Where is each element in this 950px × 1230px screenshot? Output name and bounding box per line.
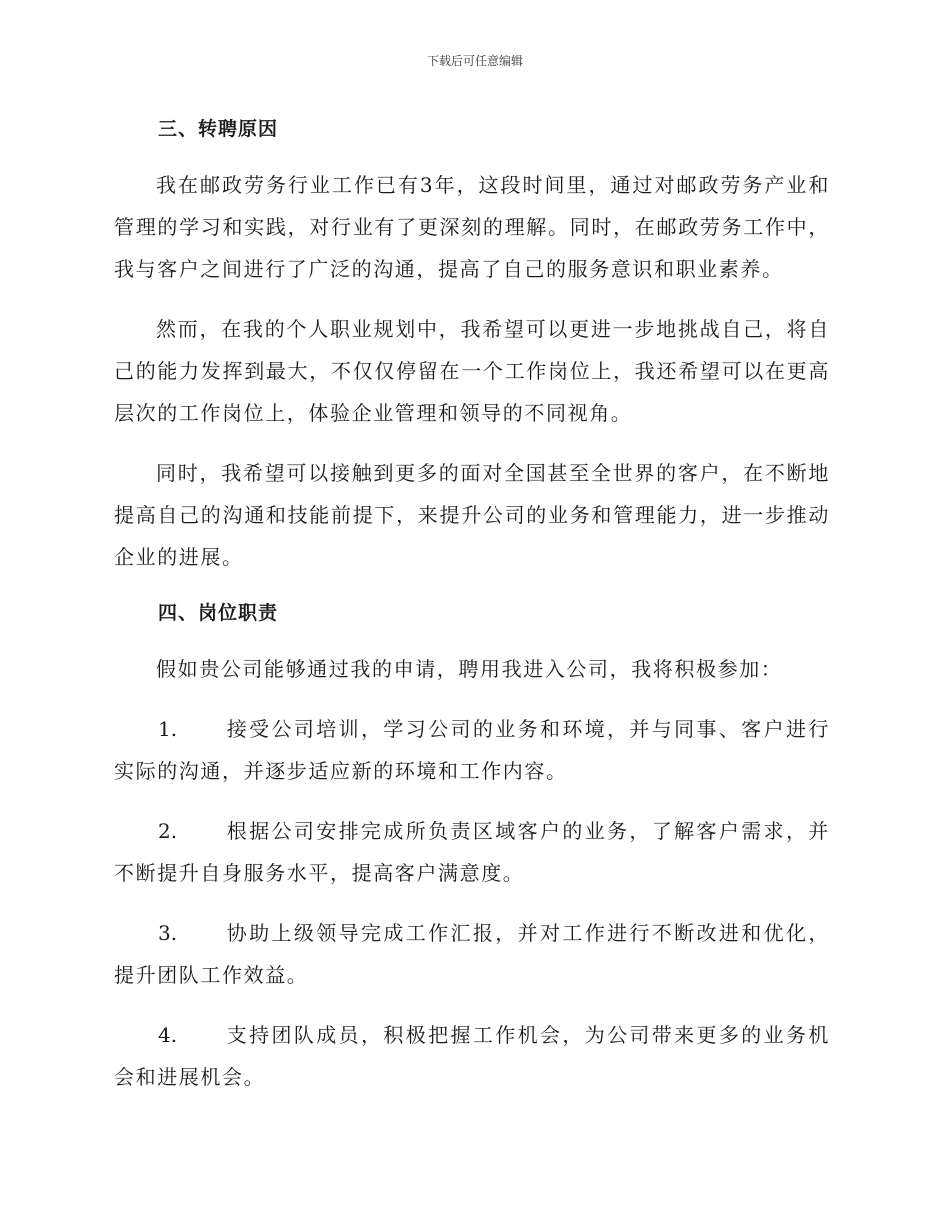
- list-item-number: 1.: [158, 717, 178, 741]
- duties-intro: 假如贵公司能够通过我的申请，聘用我进入公司，我将积极参加：: [156, 657, 783, 681]
- list-item: [114, 912, 830, 996]
- paragraph: 同时，我希望可以接触到更多的面对全国甚至全世界的客户，在不断地提高自己的沟通和技能前提下，来提升公司的业务和管理能力，进一步推动企业的进展。: [114, 461, 830, 569]
- list-item: [114, 708, 830, 792]
- list-item-text: 根据公司安排完成所负责区域客户的业务，了解客户需求，并不断提升自身服务水平，提高客户满意度。: [114, 819, 830, 885]
- paragraph: 我在邮政劳务行业工作已有3年，这段时间里，通过对邮政劳务产业和管理的学习和实践，对行业有了更深刻的理解。同时，在邮政劳务工作中，我与客户之间进行了广泛的沟通，提高了自己的服务意识和职业素养。: [114, 173, 830, 281]
- page-header: 下载后可任意编辑: [426, 54, 523, 68]
- list-item: [114, 810, 830, 894]
- list-item-text: 协助上级领导完成工作汇报，并对工作进行不断改进和优化，提升团队工作效益。: [114, 921, 830, 987]
- list-item-number: 4.: [158, 1023, 178, 1047]
- section-heading-reasons: 三、转聘原因: [158, 118, 279, 140]
- list-item-text: 接受公司培训，学习公司的业务和环境，并与同事、客户进行实际的沟通，并逐步适应新的环境和工作内容。: [114, 717, 830, 783]
- list-item-number: 2.: [158, 819, 178, 843]
- section-heading-duties: 四、岗位职责: [158, 602, 279, 624]
- document-body: [114, 112, 830, 1116]
- paragraph: 然而，在我的个人职业规划中，我希望可以更进一步地挑战自己，将自己的能力发挥到最大，不仅仅停留在一个工作岗位上，我还希望可以在更高层次的工作岗位上，体验企业管理和领导的不同视角。: [114, 317, 830, 425]
- list-item-text: 支持团队成员，积极把握工作机会，为公司带来更多的业务机会和进展机会。: [114, 1023, 830, 1089]
- list-item: [114, 1014, 830, 1098]
- list-item-number: 3.: [158, 921, 178, 945]
